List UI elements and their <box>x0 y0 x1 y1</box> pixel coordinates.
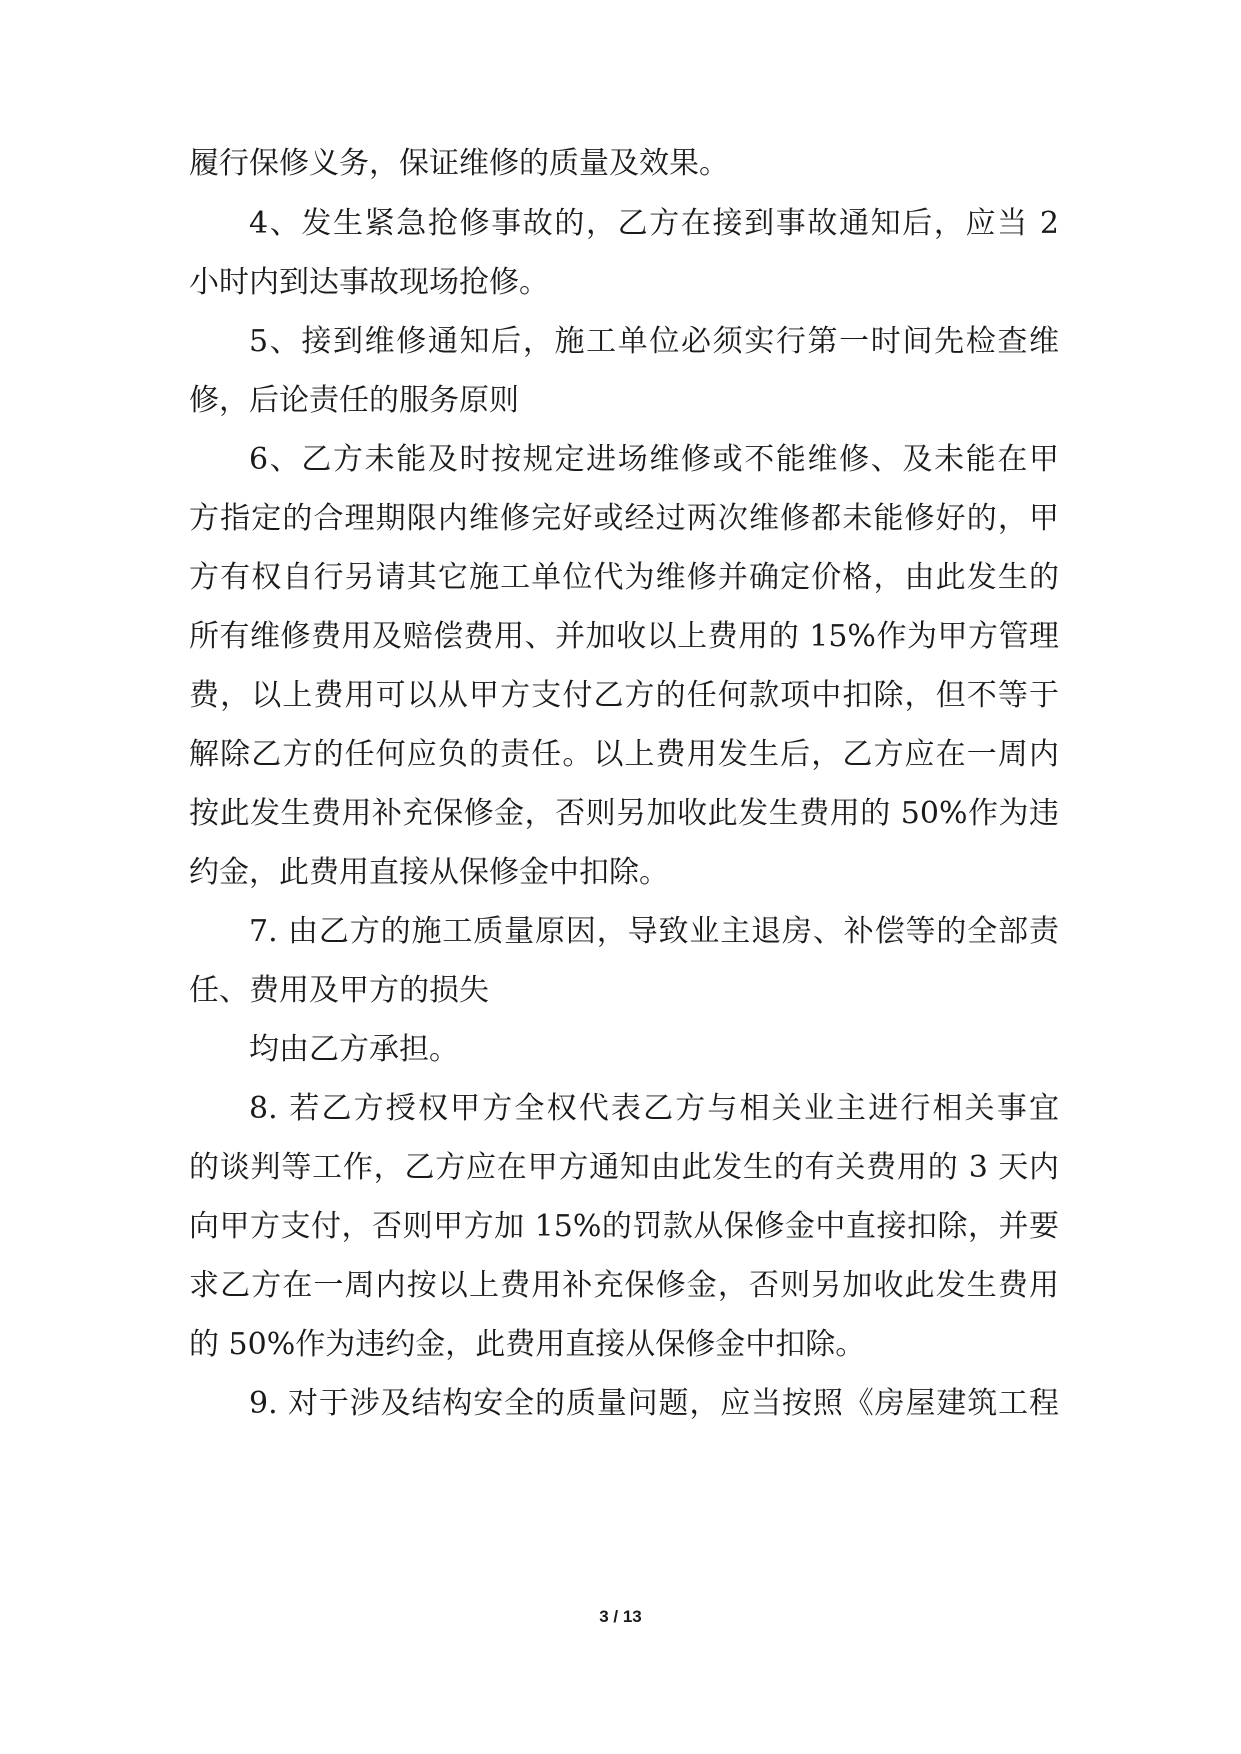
paragraph-line: 费，以上费用可以从甲方支付乙方的任何款项中扣除，但不等于 <box>189 678 1059 713</box>
paragraph-line: 9. 对于涉及结构安全的质量问题，应当按照《房屋建筑工程 <box>249 1386 1059 1421</box>
paragraph-line: 履行保修义务，保证维修的质量及效果。 <box>189 146 729 181</box>
paragraph-line: 任、费用及甲方的损失 <box>189 973 489 1008</box>
paragraph-line: 向甲方支付，否则甲方加 15%的罚款从保修金中直接扣除，并要 <box>189 1209 1059 1244</box>
paragraph-line: 约金，此费用直接从保修金中扣除。 <box>189 855 669 890</box>
paragraph-line: 5、接到维修通知后，施工单位必须实行第一时间先检查维 <box>249 324 1059 359</box>
paragraph-line: 求乙方在一周内按以上费用补充保修金，否则另加收此发生费用 <box>189 1268 1059 1303</box>
paragraph-line: 的 50%作为违约金，此费用直接从保修金中扣除。 <box>189 1327 866 1362</box>
paragraph-line: 方指定的合理期限内维修完好或经过两次维修都未能修好的，甲 <box>189 501 1059 536</box>
paragraph-line: 4、发生紧急抢修事故的，乙方在接到事故通知后，应当 2 <box>249 206 1059 241</box>
paragraph-line: 的谈判等工作，乙方应在甲方通知由此发生的有关费用的 3 天内 <box>189 1150 1059 1185</box>
paragraph-line: 解除乙方的任何应负的责任。以上费用发生后，乙方应在一周内 <box>189 737 1059 772</box>
paragraph-line: 7. 由乙方的施工质量原因，导致业主退房、补偿等的全部责 <box>249 914 1059 949</box>
page-number: 3 / 13 <box>599 1607 642 1626</box>
paragraph-line: 所有维修费用及赔偿费用、并加收以上费用的 15%作为甲方管理 <box>189 619 1059 654</box>
paragraph-line: 修，后论责任的服务原则 <box>189 383 519 418</box>
paragraph-line: 8. 若乙方授权甲方全权代表乙方与相关业主进行相关事宜 <box>249 1091 1059 1126</box>
paragraph-line: 6、乙方未能及时按规定进场维修或不能维修、及未能在甲 <box>249 442 1059 477</box>
paragraph-line: 按此发生费用补充保修金，否则另加收此发生费用的 50%作为违 <box>189 796 1059 831</box>
paragraph-line: 均由乙方承担。 <box>249 1032 459 1067</box>
paragraph-line: 方有权自行另请其它施工单位代为维修并确定价格，由此发生的 <box>189 560 1059 595</box>
paragraph-line: 小时内到达事故现场抢修。 <box>189 265 549 300</box>
